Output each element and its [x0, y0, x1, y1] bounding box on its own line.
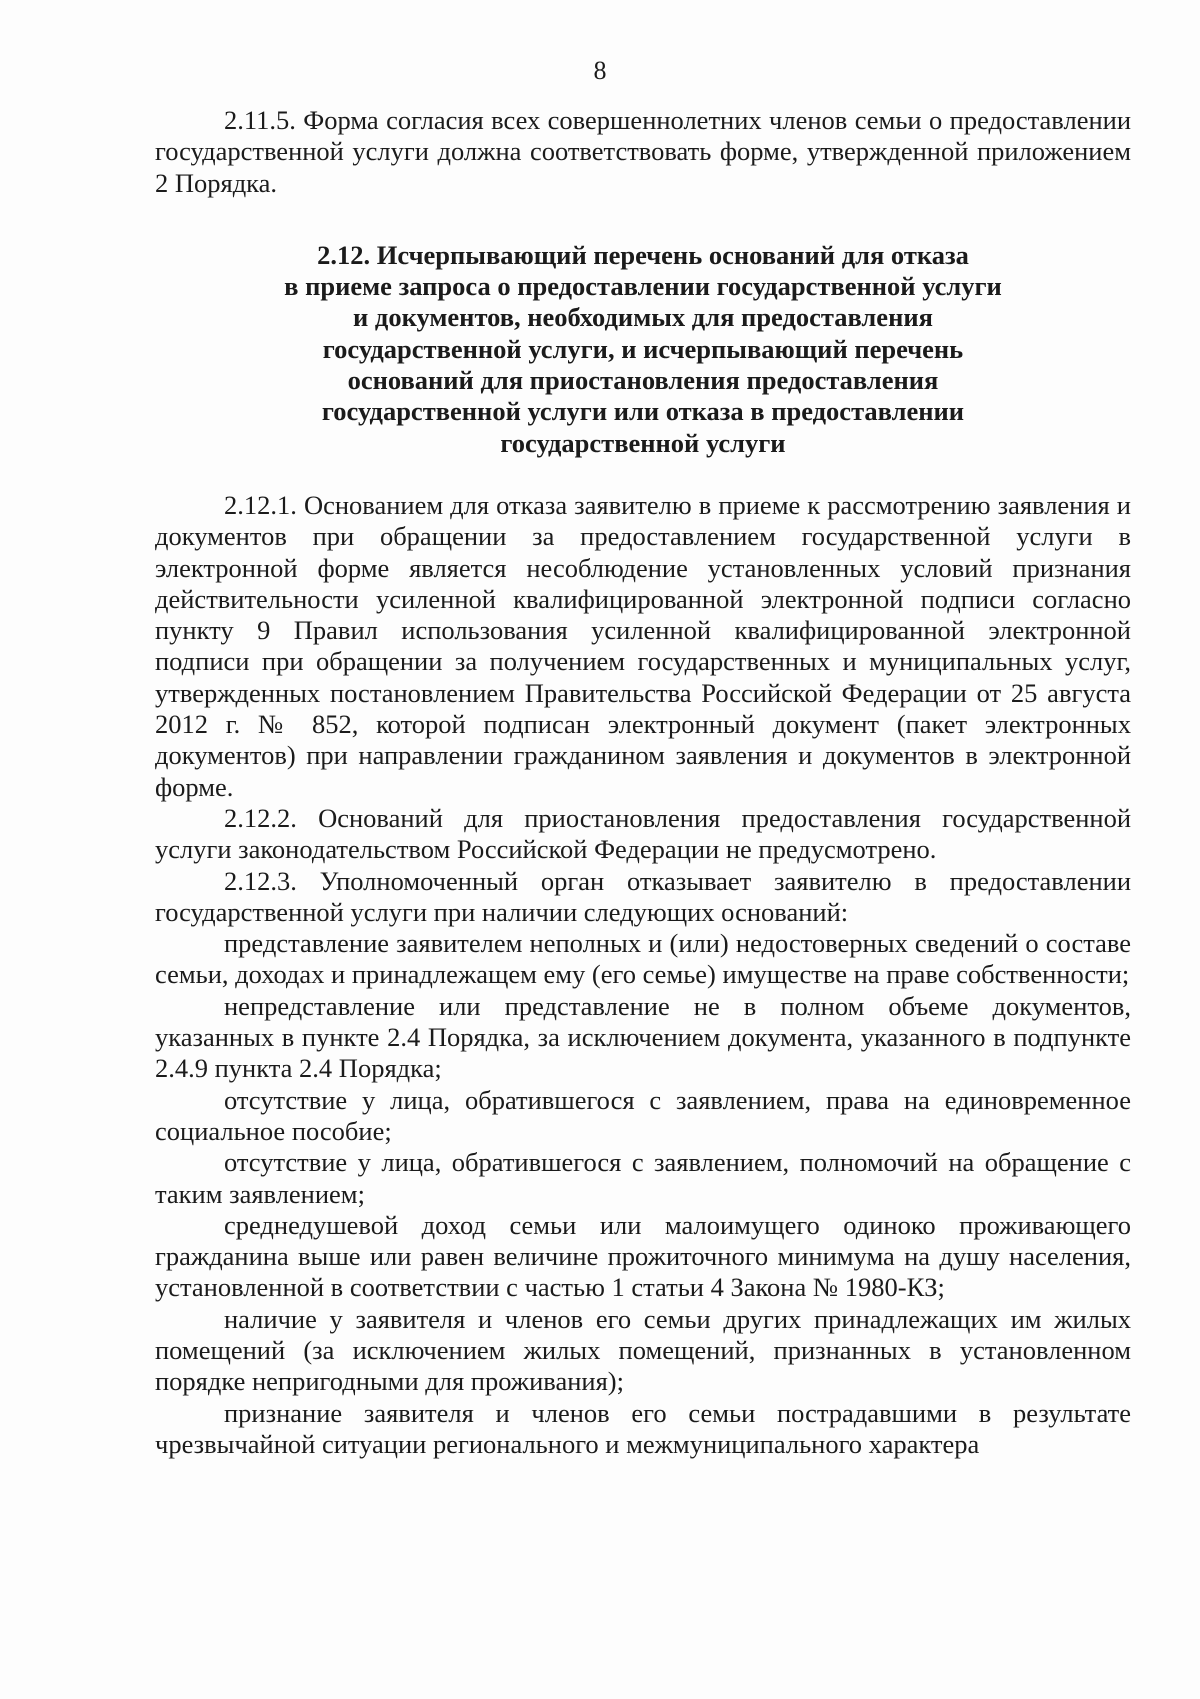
page-number: 8: [593, 56, 607, 85]
section-heading: [155, 240, 1131, 459]
refusal-ground-item: среднедушевой доход семьи или малоимущего одиноко проживающего гражданина выше или равен величине прожиточного минимума на душу населения, установленной в соответствии с частью 1 статьи 4 Закона № 1980-КЗ;: [155, 1209, 1131, 1303]
intro-paragraph: 2.11.5. Форма согласия всех совершеннолетних членов семьи о предоставлении государственной услуги должна соответствовать форме, утвержденной приложением 2 Порядка.: [155, 105, 1131, 198]
section-heading-line: оснований для приостановления предоставления: [347, 365, 939, 396]
section-heading-line: в приеме запроса о предоставлении государственной услуги: [284, 271, 1002, 302]
section-heading-line: государственной услуги, и исчерпывающий перечень: [322, 333, 964, 364]
section-heading-line: и документов, необходимых для предоставления: [353, 302, 933, 333]
paragraph-2-12-1: 2.12.1. Основанием для отказа заявителю в приеме к рассмотрению заявления и документов при обращении за предоставлением государственной услуги в электронной форме является несоблюдение установленных условий признания действительности усиленной квалифицированной электронной подписи согласно пункту 9 Правил использования усиленной квалифицированной электронной подписи при обращении за получением государственных и муниципальных услуг, утвержденных постановлением Правительства Российской Федерации от 25 августа 2012 г. № 852, которой подписан электронный документ (пакет электронных документов) при направлении гражданином заявления и документов в электронной форме.: [155, 489, 1131, 802]
refusal-ground-item: отсутствие у лица, обратившегося с заявлением, права на единовременное социальное пособие;: [155, 1084, 1131, 1146]
refusal-ground-item: наличие у заявителя и членов его семьи других принадлежащих им жилых помещений (за исключением жилых помещений, признанных в установленном порядке непригодными для проживания);: [155, 1303, 1131, 1397]
section-heading-line: государственной услуги: [500, 427, 786, 458]
paragraph-2-12-3: 2.12.3. Уполномоченный орган отказывает заявителю в предоставлении государственной услуги при наличии следующих оснований:: [155, 865, 1131, 927]
section-heading-line: 2.12. Исчерпывающий перечень оснований для отказа: [317, 239, 969, 270]
refusal-ground-item: представление заявителем неполных и (или) недостоверных сведений о составе семьи, доходах и принадлежащем ему (его семье) имуществе на праве собственности;: [155, 928, 1131, 990]
document-body: [155, 105, 1131, 1460]
refusal-ground-item: непредставление или представление не в полном объеме документов, указанных в пункте 2.4 Порядка, за исключением документа, указанного в подпункте 2.4.9 пункта 2.4 Порядка;: [155, 990, 1131, 1084]
refusal-ground-item: признание заявителя и членов его семьи пострадавшими в результате чрезвычайной ситуации регионального и межмуниципального характера: [155, 1397, 1131, 1459]
section-heading-line: государственной услуги или отказа в предоставлении: [321, 396, 965, 427]
paragraph-2-12-2: 2.12.2. Оснований для приостановления предоставления государственной услуги законодательством Российской Федерации не предусмотрено.: [155, 802, 1131, 865]
refusal-ground-item: отсутствие у лица, обратившегося с заявлением, полномочий на обращение с таким заявлением;: [155, 1147, 1131, 1209]
